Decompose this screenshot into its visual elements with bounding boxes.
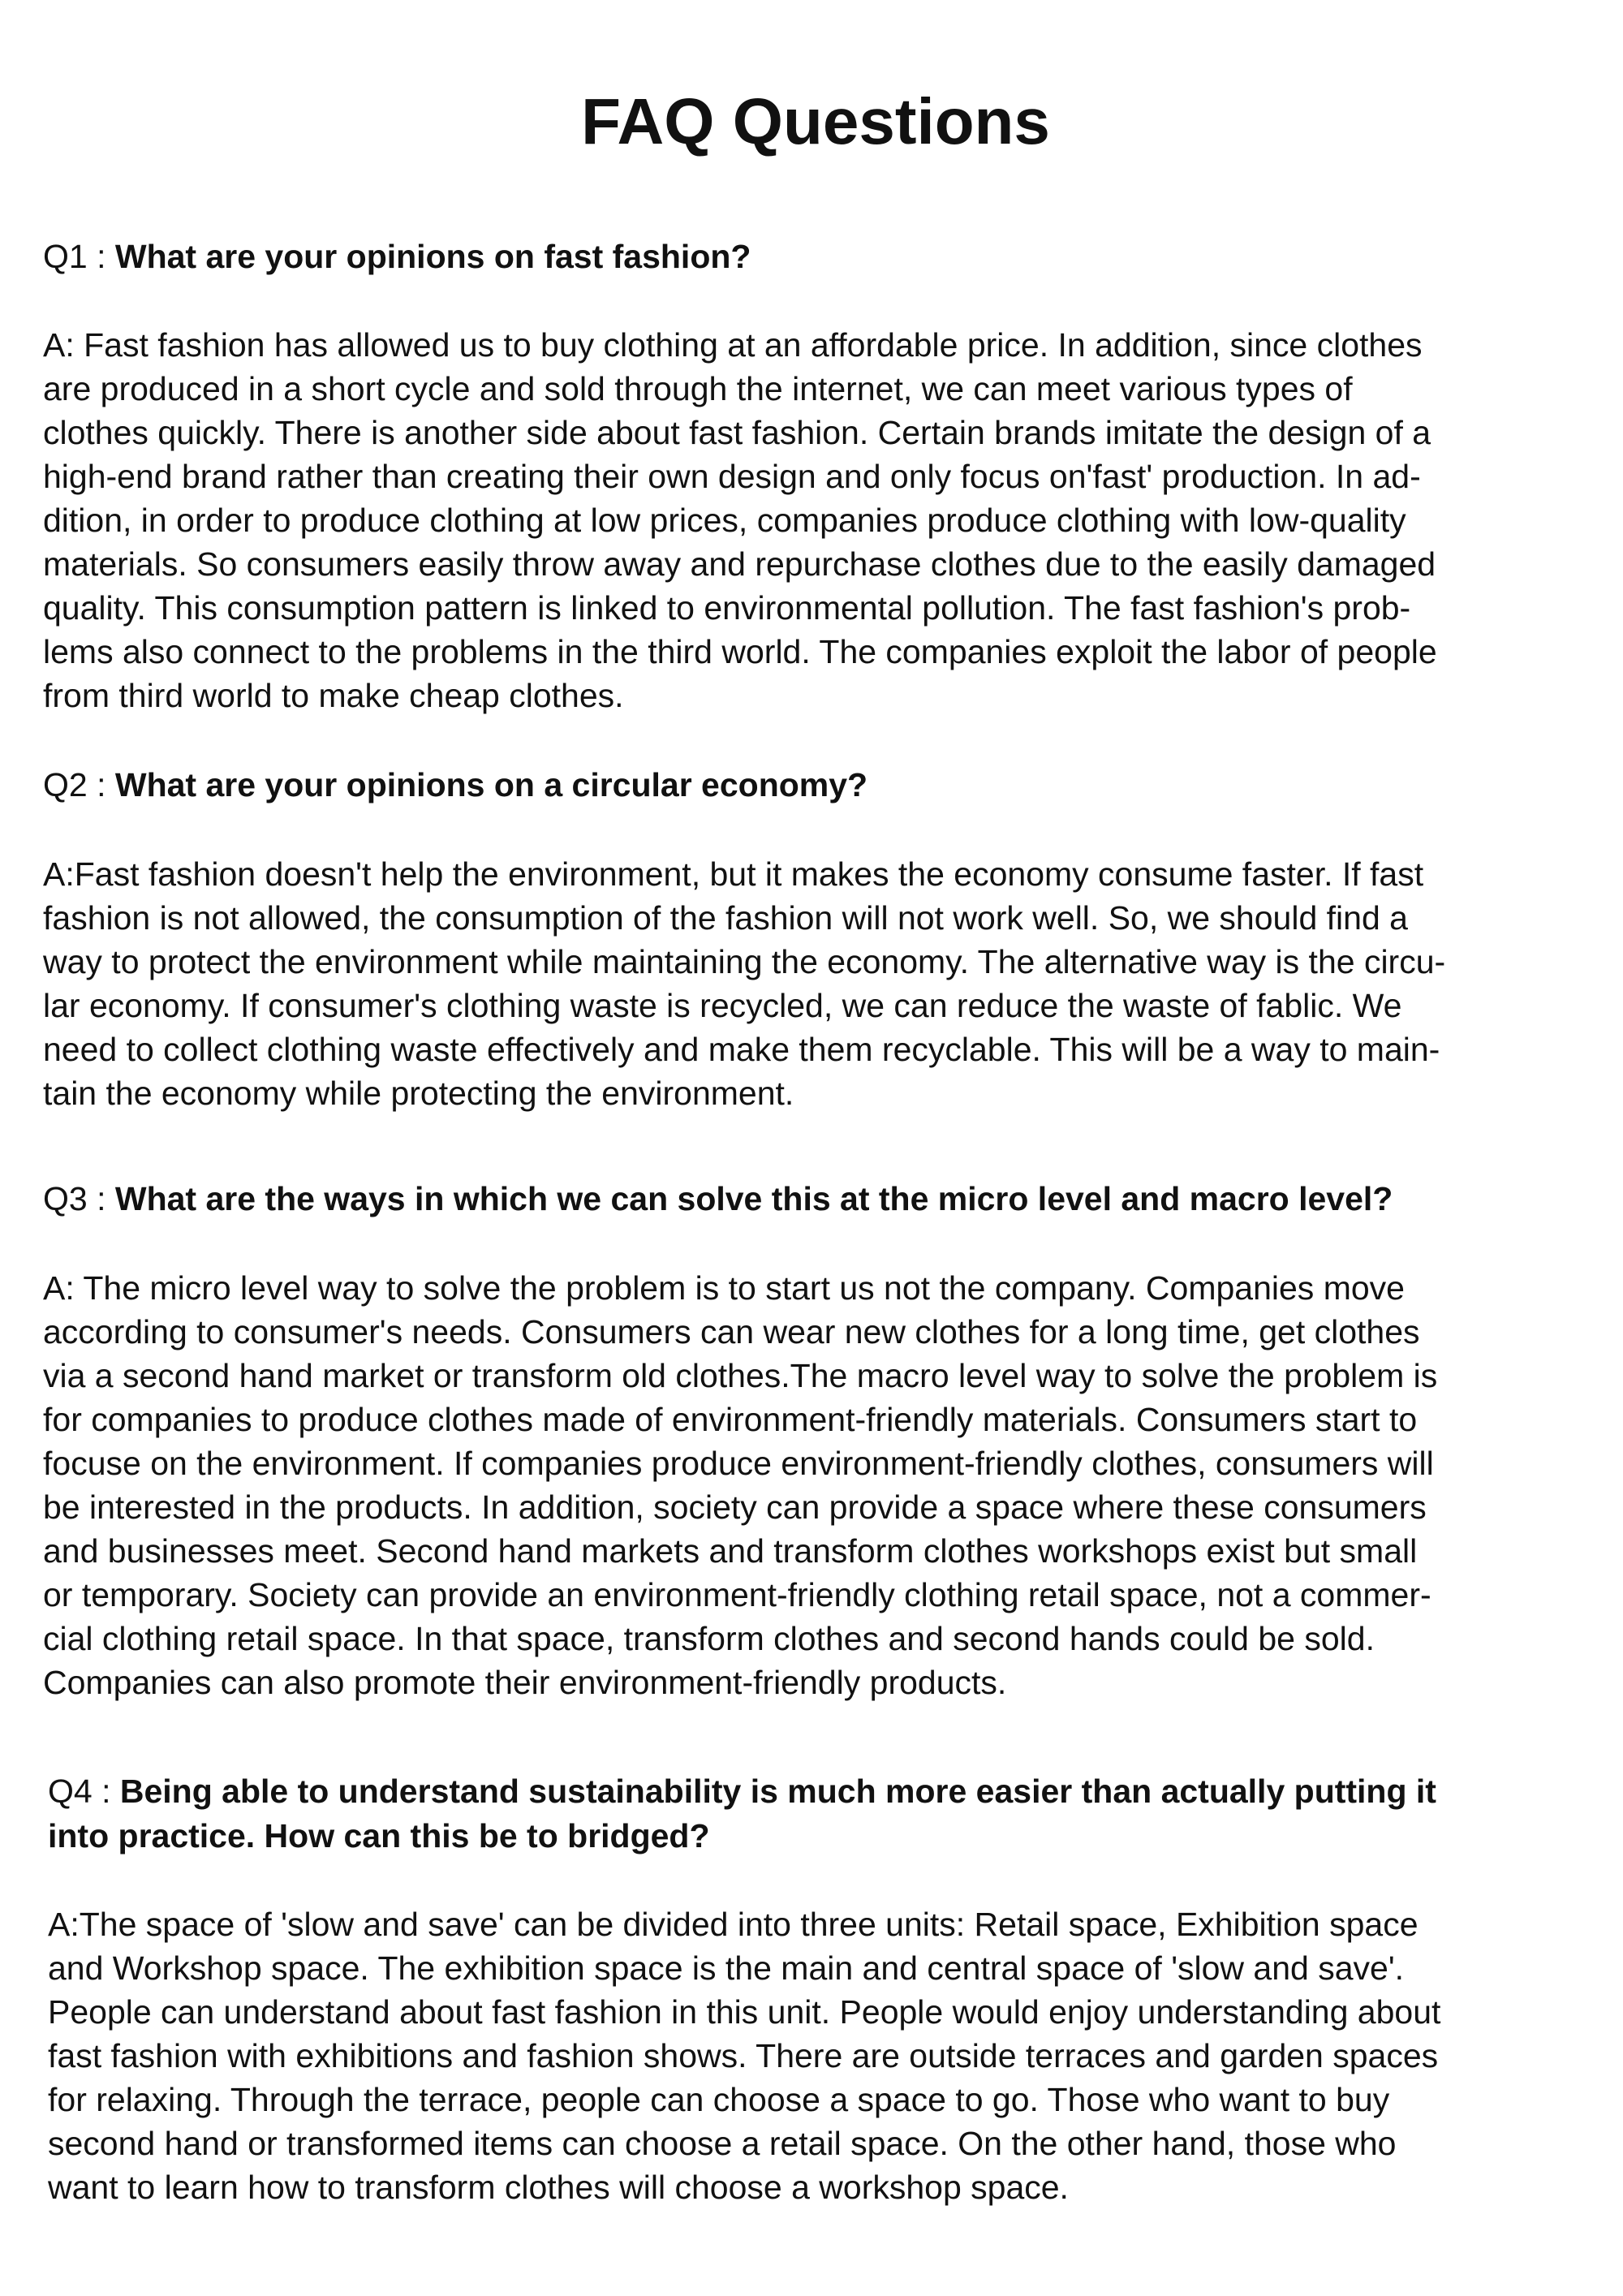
answer-3-line: focuse on the environment. If companies produce environment-friendly clothes, consumers will (43, 1445, 1434, 1482)
question-3 (43, 1177, 1617, 1221)
answer-3-line: for companies to produce clothes made of environment-friendly materials. Consumers start to (43, 1401, 1418, 1438)
answer-1-line: quality. This consumption pattern is linked to environmental pollution. The fast fashion's prob- (43, 589, 1411, 627)
question-2 (43, 763, 1617, 808)
answer-4-line: and Workshop space. The exhibition space is the main and central space of 'slow and save'. (48, 1949, 1405, 1987)
answer-1-line: from third world to make cheap clothes. (43, 677, 624, 714)
answer-1-line: dition, in order to produce clothing at low prices, companies produce clothing with low-quality (43, 502, 1406, 539)
answer-2-line: fashion is not allowed, the consumption of the fashion will not work well. So, we should find a (43, 899, 1408, 937)
question-4-text: Being able to understand sustainability is much more easier than actually putting it (119, 1773, 1436, 1810)
question-4-text: into practice. How can this be to bridged? (48, 1817, 710, 1854)
answer-4 (48, 1902, 1622, 2209)
answer-3-line: Companies can also promote their environment-friendly products. (43, 1664, 1007, 1701)
answer-3 (43, 1266, 1617, 1704)
answer-3-line: and businesses meet. Second hand markets and transform clothes workshops exist but small (43, 1532, 1418, 1570)
question-1 (43, 235, 1617, 279)
answer-1 (43, 323, 1617, 717)
answer-2-line: tain the economy while protecting the environment. (43, 1075, 794, 1112)
answer-4-line: for relaxing. Through the terrace, people can choose a space to go. Those who want to buy (48, 2081, 1390, 2118)
question-3-text: What are the ways in which we can solve this at the micro level and macro level? (114, 1180, 1393, 1217)
answer-2 (43, 852, 1617, 1115)
answer-2-line: A:Fast fashion doesn't help the environment, but it makes the economy consume faster. If fast (43, 855, 1424, 893)
answer-2-line: way to protect the environment while maintaining the economy. The alternative way is the circu- (43, 943, 1446, 980)
question-1-text: What are your opinions on fast fashion? (114, 238, 751, 275)
answer-1-line: lems also connect to the problems in the third world. The companies exploit the labor of people (43, 633, 1437, 670)
answer-1-line: are produced in a short cycle and sold through the internet, we can meet various types of (43, 370, 1353, 407)
answer-3-line: according to consumer's needs. Consumers can wear new clothes for a long time, get clothes (43, 1313, 1420, 1350)
answer-4-line: A:The space of 'slow and save' can be divided into three units: Retail space, Exhibition space (48, 1906, 1419, 1943)
question-4 (48, 1769, 1622, 1859)
answer-4-line: People can understand about fast fashion in this unit. People would enjoy understanding about (48, 1993, 1441, 2031)
question-1-prefix: Q1 : (43, 238, 115, 275)
answer-4-line: fast fashion with exhibitions and fashion shows. There are outside terraces and garden spaces (48, 2037, 1439, 2074)
answer-3-line: be interested in the products. In addition, society can provide a space where these consumers (43, 1488, 1427, 1526)
answer-1-line: materials. So consumers easily throw away and repurchase clothes due to the easily damaged (43, 545, 1436, 583)
answer-1-line: clothes quickly. There is another side about fast fashion. Certain brands imitate the design of a (43, 414, 1431, 451)
answer-3-line: cial clothing retail space. In that space, transform clothes and second hands could be sold. (43, 1620, 1375, 1657)
answer-1-line: high-end brand rather than creating their own design and only focus on'fast' production. In ad- (43, 458, 1421, 495)
answer-3-line: via a second hand market or transform old clothes.The macro level way to solve the problem is (43, 1357, 1438, 1394)
answer-4-line: want to learn how to transform clothes will choose a workshop space. (48, 2169, 1069, 2206)
answer-3-line: or temporary. Society can provide an environment-friendly clothing retail space, not a commer- (43, 1576, 1431, 1613)
page-title: FAQ Questions (581, 85, 1050, 157)
answer-2-line: lar economy. If consumer's clothing waste is recycled, we can reduce the waste of fablic. We (43, 987, 1402, 1024)
answer-1-line: A: Fast fashion has allowed us to buy clothing at an affordable price. In addition, since clothes (43, 326, 1423, 364)
answer-2-line: need to collect clothing waste effectively and make them recyclable. This will be a way to main- (43, 1031, 1440, 1068)
question-2-text: What are your opinions on a circular economy? (114, 766, 868, 803)
question-2-prefix: Q2 : (43, 766, 115, 803)
question-3-prefix: Q3 : (43, 1180, 115, 1217)
question-4-line (48, 1769, 1622, 1814)
answer-3-line: A: The micro level way to solve the problem is to start us not the company. Companies move (43, 1269, 1405, 1307)
answer-4-line: second hand or transformed items can choose a retail space. On the other hand, those who (48, 2125, 1397, 2162)
question-4-prefix: Q4 : (48, 1773, 120, 1810)
